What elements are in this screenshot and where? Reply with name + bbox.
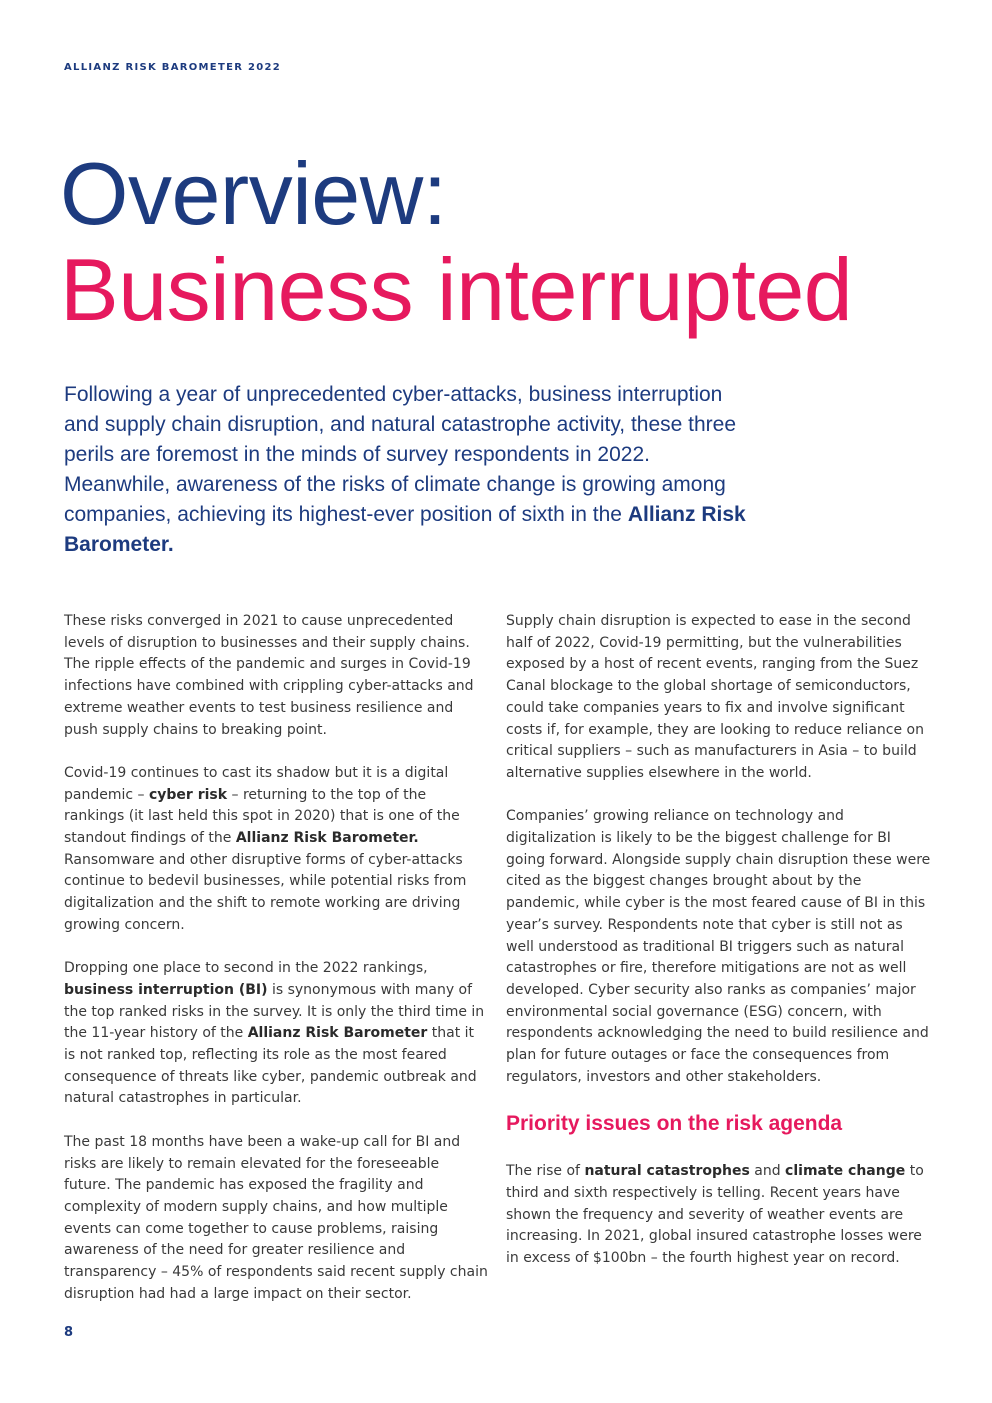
left-p3-text-c: is synonymous with many of the top ranked risks in the survey. It is only the third time in the 11-year history of the (64, 981, 485, 1042)
left-paragraph-1: These risks converged in 2021 to cause unprecedented levels of disruption to businesses and their supply chains. The ripple effects of the pandemic and surges in Covid-19 infections have combined with crippling cyber-attacks and extreme weather events to test business resilience and push supply chains to breaking point. (64, 613, 474, 738)
page-number: 8 (64, 1325, 74, 1340)
right-paragraph-2: Companies’ growing reliance on technology and digitalization is likely to be the biggest challenge for BI going forward. Alongside supply chain disruption these were cited as the biggest changes brought about by the pandemic, while cyber is the most feared cause of BI in this year’s survey. Respondents note that cyber is still not as well understood as traditional BI triggers such as natural catastrophes or fire, therefore mitigations are not as well developed. Cyber security also ranks as companies’ major environmental social governance (ESG) concern, with respondents acknowledging the need to build resilience and plan for future outages or face the consequences from regulators, investors and other stakeholders. (506, 808, 931, 1085)
report-kicker: ALLIANZ RISK BAROMETER 2022 (64, 62, 282, 73)
left-paragraph-4: The past 18 months have been a wake-up call for BI and risks are likely to remain elevated for the foreseeable future. The pandemic has exposed the fragility and complexity of modern supply chains, and how multiple events can come together to cause problems, raising awareness of the need for greater resilience and transparency – 45% of respondents said recent supply chain disruption had had a large impact on their sector. (64, 1133, 488, 1302)
left-p2-bold-cyber: cyber risk (148, 786, 228, 803)
intro-text: Following a year of unprecedented cyber-attacks, business interruption and supply chain disruption, and natural catastrophe activity, these three perils are foremost in the minds of survey respondents in 2022. Meanwhile, awareness of the risks of climate change is growing among companies, achieving its highest-ever position of sixth in the (64, 383, 737, 526)
right-p3-text-c: and (749, 1163, 786, 1180)
title-line-1: Overview: (60, 144, 447, 243)
page-title (60, 146, 852, 338)
right-paragraph-1: Supply chain disruption is expected to ease in the second half of 2022, Covid-19 permitting, but the vulnerabilities exposed by a host of recent events, ranging from the Suez Canal blockage to the global shortage of semiconductors, could take companies years to fix and involve significant costs if, for example, they are looking to reduce reliance on critical suppliers – such as manufacturers in Asia – to build alternative supplies elsewhere in the world. (506, 613, 924, 781)
right-p3-bold-natcat: natural catastrophes (584, 1163, 750, 1180)
left-paragraph-2 (64, 763, 489, 937)
left-p3-text-e: that it is not ranked top, reflecting its role as the most feared consequence of threats like cyber, pandemic outbreak and natural catastrophes in particular. (64, 1025, 477, 1107)
left-p2-bold-barometer: Allianz Risk Barometer. (235, 830, 419, 847)
left-p3-bold-bi: business interruption (BI) (64, 981, 268, 998)
left-p2-text-c: – returning to the top of the rankings (it last held this spot in 2020) that is one of the standout findings of the (64, 786, 460, 847)
right-p3-text-a: The rise of (506, 1163, 585, 1180)
left-p2-text-a: Covid-19 continues to cast its shadow but it is a digital pandemic – (64, 764, 449, 803)
left-column (64, 611, 489, 1327)
intro-bold: Allianz Risk Barometer. (64, 503, 746, 556)
left-p3-bold-barometer: Allianz Risk Barometer (247, 1025, 428, 1042)
right-p3-bold-climate: climate change (785, 1163, 906, 1180)
section-subheading: Priority issues on the risk agenda (506, 1112, 843, 1136)
right-column (506, 611, 931, 1291)
title-line-2: Business interrupted (60, 240, 853, 339)
intro-paragraph (64, 380, 754, 560)
left-p2-text-e: Ransomware and other disruptive forms of cyber-attacks continue to bedevil businesses, while potential risks from digitalization and the shift to remote working are driving growing concern. (64, 851, 467, 933)
right-p3-text-e: to third and sixth respectively is telling. Recent years have shown the frequency and severity of weather events are increasing. In 2021, global insured catastrophe losses were in excess of $100bn – the fourth highest year on record. (506, 1163, 924, 1266)
right-paragraph-3 (506, 1161, 931, 1270)
left-paragraph-3 (64, 958, 489, 1110)
left-p3-text-a: Dropping one place to second in the 2022 rankings, (64, 960, 428, 977)
